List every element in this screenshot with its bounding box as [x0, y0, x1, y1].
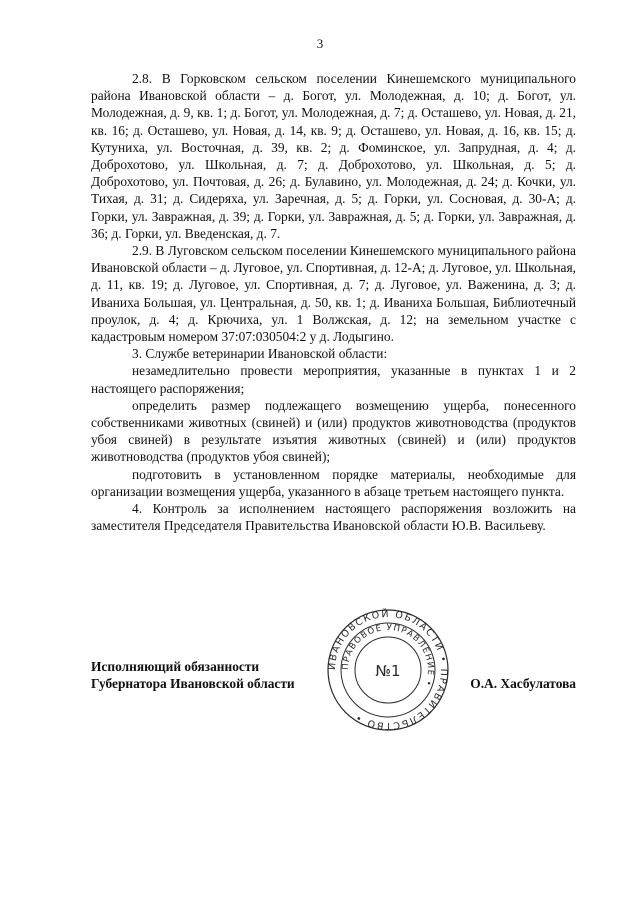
paragraph-4: 4. Контроль за исполнением настоящего распоряжения возложить на заместителя Председателя Правительства Ивановской области Ю.В. Васильеву.: [91, 501, 576, 534]
paragraph-3-c: подготовить в установленном порядке материалы, необходимые для организации возмещения ущерба, указанного в абзаце третьем настоящего пункта.: [91, 466, 576, 499]
signatory-title: [91, 658, 295, 692]
signatory-title-line-1: Исполняющий обязанности: [91, 659, 260, 674]
paragraph-2-9: 2.9. В Луговском сельском поселении Кинешемского муниципального района Ивановской области – д. Луговое, ул. Спортивная, д. 12-А; д. Луговое, ул. Школьная, д. 11, кв. 19; д. Луговое, ул. Спортивная, д. 7; д. Луговое, ул. Важенина, д. 3; д. Иваниха Большая, ул. Центральная, д. 50, кв. 1; д. Иваниха Большая, Библиотечный проулок, д. 4; д. Крючиха, ул. 1 Волжская, д. 12; на земельном участке с кадастровым номером 37:07:030504:2 у д. Лодыгино.: [91, 243, 577, 345]
paragraph-2-8: 2.8. В Горковском сельском поселении Кинешемского муниципального района Ивановской области – д. Богот, ул. Молодежная, д. 10; д. Богот, ул. Молодежная, д. 9, кв. 1; д. Богот, ул. Молодежная, д. 7; д. Осташево, ул. Новая, д. 21, кв. 16; д. Осташево, ул. Новая, д. 14, кв. 9; д. Осташево, ул. Новая, д. 16, кв. 15; д. Кутуниха, ул. Восточная, д. 39, кв. 2; д. Фоминское, ул. Запрудная, д. 4; д. Доброхотово, ул. Школьная, д. 7; д. Доброхотово, ул. Школьная, д. 5; д. Доброхотово, ул. Почтовая, д. 26; д. Булавино, ул. Молодежная, д. 24; д. Кочки, ул. Тихая, д. 31; д. Сидеряха, ул. Заречная, д. 5; д. Горки, ул. Сосновая, д. 30-А; д. Горки, ул. Завражная, д. 39; д. Горки, ул. Завражная, д. 5; д. Горки, ул. Завражная, д. 36; д. Горки, ул. Введенская, д. 7.: [91, 71, 576, 241]
page-number: 3: [316, 36, 324, 51]
paragraph-3: 3. Службе ветеринарии Ивановской области:: [132, 346, 388, 362]
stamp-outer-text: ИВАНОВСКОЙ ОБЛАСТИ • ПРАВИТЕЛЬСТВО •: [326, 608, 450, 732]
signatory-name: О.А. Хасбулатова: [470, 676, 576, 691]
document-body: [91, 70, 576, 534]
paragraph-3-b: определить размер подлежащего возмещению ущерба, понесенного собственниками животных (свиней) и (или) продуктов животноводства (продуктов убоя свиней) в результате изъятия животных (свиней) и (или) продуктов животноводства (продуктов убоя свиней);: [91, 397, 576, 465]
paragraph-3-a: незамедлительно провести мероприятия, указанные в пунктах 1 и 2 настоящего распоряжения;: [91, 363, 576, 396]
signatory-title-line-2: Губернатора Ивановской области: [91, 676, 295, 692]
stamp-center-number: №1: [375, 662, 401, 680]
stamp-inner-text: ПРАВОВОЕ УПРАВЛЕНИЕ •: [340, 622, 436, 689]
signature-block: [91, 658, 576, 718]
